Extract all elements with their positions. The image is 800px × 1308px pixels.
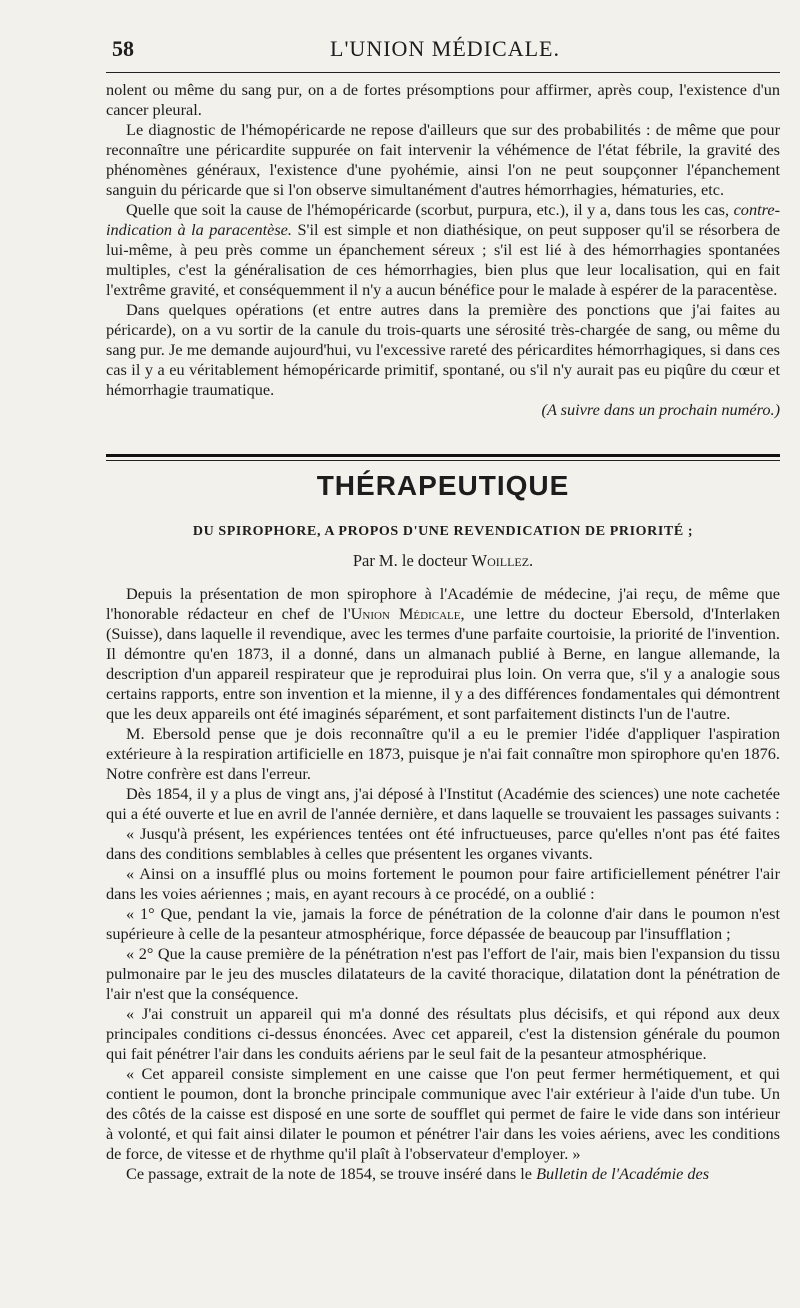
page-number: 58: [112, 36, 134, 61]
text-run: Ce passage, extrait de la note de 1854, se trouve inséré dans le: [126, 1164, 532, 1183]
article-body: [106, 584, 780, 1184]
emphasis: Bulletin de l'Académie des: [536, 1164, 710, 1183]
section-rule-thin: [106, 460, 780, 461]
article-title: DU SPIROPHORE, A PROPOS D'UNE REVENDICATION DE PRIORITÉ ;: [192, 524, 694, 539]
paragraph: Dans quelques opérations (et entre autres dans la première des ponctions que j'ai faites au péricarde), on a vu sortir de la canule du trois-quarts une sérosité très-chargée de sang, ou même du sang pur. Je me demande aujourd'hui, vu l'excessive rareté des péricardites hémorrhagiques, si dans ces cas il y a eu véritablement hémopéricarde primitif, spontané, ou s'il n'y aurait pas eu piqûre du cœur et hémorrhagie traumatique.: [106, 300, 780, 399]
quote-paragraph: « Cet appareil consiste simplement en une caisse que l'on peut fermer hermétiquement, et qui contient le poumon, dont la bronche principale communique avec l'air extérieur à l'aide d'un tube. Un des côtés de la caisse est disposé en une sorte de soufflet qui permet de faire le vide dans son intérieur à volonté, et qui fait ainsi dilater le poumon et pénétrer l'air dans les voies aériens, avec les conditions de force, de vitesse et de rhythme qu'il plaît à l'observateur d'employer. »: [106, 1064, 780, 1163]
byline: [106, 551, 780, 571]
continuation-note: (A suivre dans un prochain numéro.): [541, 400, 780, 419]
journal-name: Union Médicale: [350, 604, 461, 623]
paragraph: nolent ou même du sang pur, on a de fortes présomptions pour affirmer, après coup, l'existence d'un cancer pleural.: [106, 80, 780, 119]
text-run: , une lettre du docteur Ebersold, d'Interlaken (Suisse), dans laquelle il revendique, avec les termes d'une parfaite courtoisie, la priorité de l'invention. Il démontre qu'en 1873, il a donné, dans un almanach publié à Berne, en langue allemande, la description d'un appareil respirateur que je reproduirai plus loin. On verra que, s'il y a analogie sous certains rapports, entre son invention et la mienne, il y a des différences fondamentales qui démontrent que les deux appareils ont été imaginés séparément, et sont parfaitement distincts l'un de l'autre.: [106, 604, 780, 723]
author-name: Woillez.: [471, 551, 534, 570]
text-run: Quelle que soit la cause de l'hémopéricarde (scorbut, purpura, etc.), il y a, dans tous les cas,: [126, 200, 730, 219]
running-header: [112, 30, 778, 66]
paragraph: M. Ebersold pense que je dois reconnaître qu'il a eu le premier l'idée d'appliquer l'aspiration extérieure à la respiration artificielle en 1873, puisque je n'ai fait connaître mon spirophore qu'en 1876. Notre confrère est dans l'erreur.: [106, 724, 780, 783]
quote-paragraph: « 1° Que, pendant la vie, jamais la force de pénétration de la colonne d'air dans le poumon n'est supérieure à celle de la pesanteur atmosphérique, force dépassée de beaucoup par l'insufflation ;: [106, 904, 780, 943]
section-rule-thick: [106, 454, 780, 457]
quote-paragraph: « 2° Que la cause première de la pénétration n'est pas l'effort de l'air, mais bien l'expansion du tissu pulmonaire par le jeu des muscles dilatateurs de la cavité thoracique, dilatation dont la pénétration de l'air n'est que la conséquence.: [106, 944, 780, 1003]
text-run: S'il est simple et non diathésique, on peut supposer qu'il se résorbera de lui-même, à peu près comme un épanchement séreux ; s'il est lié à des hémorrhagies spontanées multiples, c'est la généralisation de ces hémorrhagies, bien plus que leur localisation, qui en fait l'extrême gravité, et conséquemment il n'y a aucun bénéfice pour le malade à espérer de la paracentèse.: [106, 220, 781, 299]
journal-title: L'UNION MÉDICALE.: [330, 36, 560, 61]
text-run: Depuis la présentation de mon spirophore à l'Académie de médecine, j'ai reçu, de même que l'honorable rédacteur en chef de l': [106, 584, 780, 623]
paragraph: [106, 200, 780, 300]
top-section: [106, 80, 780, 420]
paragraph: Le diagnostic de l'hémopéricarde ne repose d'ailleurs que sur des probabilités : de même que pour reconnaître une péricardite suppurée on fait intervenir la véhémence de l'état fébrile, la gravité des phénomènes généraux, l'existence d'une pyohémie, ainsi l'on ne peut soupçonner l'épanchement sanguin du péricarde que si l'on observe simultanément d'autres hémorrhagies, hématuries, etc.: [106, 120, 780, 199]
paragraph: [106, 584, 780, 724]
quote-paragraph: « J'ai construit un appareil qui m'a donné des résultats plus décisifs, et qui répond aux deux principales conditions ci-dessus énoncées. Avec cet appareil, c'est la distension générale du poumon qui fait pénétrer l'air dans les conduits aériens par le seul fait de la pesanteur atmosphérique.: [106, 1004, 780, 1063]
paragraph: Dès 1854, il y a plus de vingt ans, j'ai déposé à l'Institut (Académie des sciences) une note cachetée qui a été ouverte et lue en avril de l'année dernière, et dans laquelle se trouvaient les passages suivants :: [106, 784, 780, 823]
section-title: THÉRAPEUTIQUE: [316, 470, 570, 501]
quote-paragraph: « Ainsi on a insufflé plus ou moins fortement le poumon pour faire artificiellement pénétrer l'air dans les voies aériennes ; mais, en ayant recours à ce procédé, on a oublié :: [106, 864, 780, 903]
paragraph: [106, 1164, 780, 1184]
emphasis: contre-indication à la paracentèse.: [106, 200, 780, 239]
header-rule: [106, 72, 780, 73]
byline-prefix: Par M. le docteur: [352, 551, 468, 570]
quote-paragraph: « Jusqu'à présent, les expériences tentées ont été infructueuses, parce qu'elles n'ont pas été faites dans des conditions semblables à celles que présentent les organes vivants.: [106, 824, 780, 863]
